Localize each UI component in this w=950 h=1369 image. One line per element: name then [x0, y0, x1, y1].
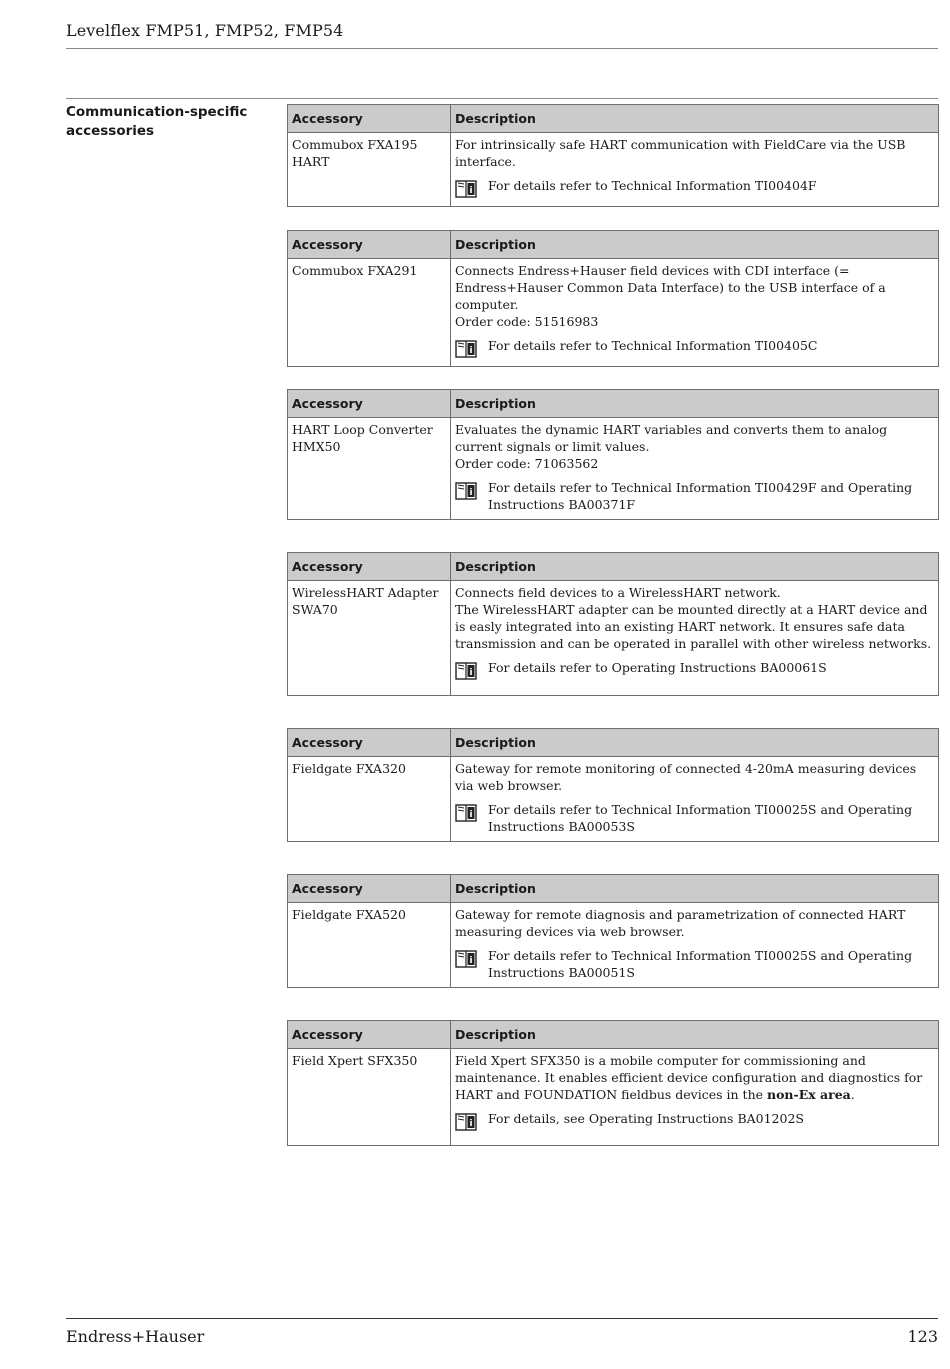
- svg-text:i: i: [469, 488, 473, 498]
- description-line: Evaluates the dynamic HART variables and converts them to analog current signals or limit values.: [455, 422, 888, 454]
- description-text: Field Xpert SFX350 is a mobile computer for commissioning and maintenance. It enables efficient device configuration and diagnostics for HART and FOUNDATION fieldbus devices in the: [455, 1053, 923, 1102]
- accessory-description: [451, 903, 939, 988]
- description-line: Connects field devices to a WirelessHART network.: [455, 585, 781, 600]
- info-note: [455, 177, 934, 200]
- book-info-icon: [455, 480, 477, 502]
- table-row: [288, 903, 939, 988]
- table-row: [288, 133, 939, 207]
- accessory-description: [451, 259, 939, 367]
- info-note: [455, 659, 934, 682]
- table-row: [288, 1049, 939, 1146]
- table-row: [288, 757, 939, 842]
- column-header-accessory: Accessory: [288, 553, 451, 581]
- table-row: [288, 581, 939, 696]
- info-note: [455, 801, 934, 835]
- accessory-description: [451, 418, 939, 520]
- page-number: 123: [907, 1327, 938, 1346]
- book-info-icon: [455, 660, 477, 682]
- accessory-table: [287, 104, 939, 207]
- info-note: [455, 1110, 934, 1133]
- table-row: [288, 259, 939, 367]
- table-header-row: [288, 553, 939, 581]
- description-line: Connects Endress+Hauser field devices with CDI interface (= Endress+Hauser Common Data Interface) to the USB interface of a computer.: [455, 263, 886, 312]
- book-info-icon: [455, 178, 477, 200]
- section-label: Communication-specific accessories: [66, 104, 248, 139]
- book-info-icon: [455, 948, 477, 970]
- info-note: [455, 337, 934, 360]
- accessory-table: [287, 552, 939, 696]
- info-note: [455, 479, 934, 513]
- column-header-description: Description: [451, 553, 939, 581]
- svg-text:i: i: [469, 1119, 473, 1129]
- description-emphasis: non-Ex area: [767, 1087, 851, 1102]
- column-header-accessory: Accessory: [288, 231, 451, 259]
- accessory-table: [287, 874, 939, 988]
- accessory-name: WirelessHART Adapter SWA70: [288, 581, 451, 696]
- header-divider: [66, 48, 938, 49]
- accessory-description: [451, 757, 939, 842]
- book-info-icon: [455, 338, 477, 360]
- description-line: [455, 1052, 934, 1103]
- info-text: For details refer to Operating Instructions BA00061S: [488, 660, 827, 675]
- column-header-description: Description: [451, 390, 939, 418]
- svg-text:i: i: [469, 810, 473, 820]
- accessory-name: Commubox FXA291: [288, 259, 451, 367]
- accessory-table: [287, 389, 939, 520]
- column-header-description: Description: [451, 875, 939, 903]
- svg-text:i: i: [469, 186, 473, 196]
- column-header-accessory: Accessory: [288, 729, 451, 757]
- page-header-title: Levelflex FMP51, FMP52, FMP54: [66, 21, 344, 40]
- column-header-accessory: Accessory: [288, 390, 451, 418]
- accessory-name: Fieldgate FXA320: [288, 757, 451, 842]
- book-info-icon: [455, 802, 477, 824]
- accessory-table: [287, 728, 939, 842]
- column-header-accessory: Accessory: [288, 1021, 451, 1049]
- column-header-accessory: Accessory: [288, 875, 451, 903]
- column-header-description: Description: [451, 1021, 939, 1049]
- column-header-accessory: Accessory: [288, 105, 451, 133]
- description-line: Order code: 51516983: [455, 314, 599, 329]
- info-note: [455, 947, 934, 981]
- info-text: For details refer to Technical Information TI00025S and Operating Instructions BA00053S: [488, 802, 913, 834]
- column-header-description: Description: [451, 105, 939, 133]
- accessory-description: [451, 1049, 939, 1146]
- info-text: For details refer to Technical Information TI00025S and Operating Instructions BA00051S: [488, 948, 913, 980]
- table-header-row: [288, 105, 939, 133]
- section-divider: [66, 98, 938, 99]
- table-row: [288, 418, 939, 520]
- description-line: For intrinsically safe HART communication with FieldCare via the USB interface.: [455, 137, 906, 169]
- accessory-name: Field Xpert SFX350: [288, 1049, 451, 1146]
- svg-text:i: i: [469, 346, 473, 356]
- footer-divider: [66, 1318, 938, 1319]
- column-header-description: Description: [451, 729, 939, 757]
- description-line: Gateway for remote monitoring of connected 4-20mA measuring devices via web browser.: [455, 761, 917, 793]
- info-text: For details refer to Technical Information TI00404F: [488, 178, 817, 193]
- table-header-row: [288, 875, 939, 903]
- description-line: Order code: 71063562: [455, 456, 599, 471]
- description-line: Gateway for remote diagnosis and parametrization of connected HART measuring devices via web browser.: [455, 907, 906, 939]
- accessory-name: HART Loop Converter HMX50: [288, 418, 451, 520]
- info-text: For details refer to Technical Information TI00405C: [488, 338, 818, 353]
- accessory-table: [287, 230, 939, 367]
- accessory-name: Fieldgate FXA520: [288, 903, 451, 988]
- table-header-row: [288, 390, 939, 418]
- accessory-description: [451, 581, 939, 696]
- info-text: For details refer to Technical Information TI00429F and Operating Instructions BA00371F: [488, 480, 913, 512]
- svg-text:i: i: [469, 668, 473, 678]
- table-header-row: [288, 1021, 939, 1049]
- table-header-row: [288, 729, 939, 757]
- footer-brand: Endress+Hauser: [66, 1327, 205, 1346]
- book-info-icon: [455, 1111, 477, 1133]
- info-text: For details, see Operating Instructions BA01202S: [488, 1111, 804, 1126]
- svg-text:i: i: [469, 956, 473, 966]
- column-header-description: Description: [451, 231, 939, 259]
- accessory-description: [451, 133, 939, 207]
- accessory-name: Commubox FXA195 HART: [288, 133, 451, 207]
- table-header-row: [288, 231, 939, 259]
- description-text-end: .: [850, 1087, 855, 1102]
- accessory-table: [287, 1020, 939, 1146]
- description-line: The WirelessHART adapter can be mounted directly at a HART device and is easly integrated into an existing HART network. It ensures safe data transmission and can be operated in parallel with other wireless networks.: [455, 602, 932, 651]
